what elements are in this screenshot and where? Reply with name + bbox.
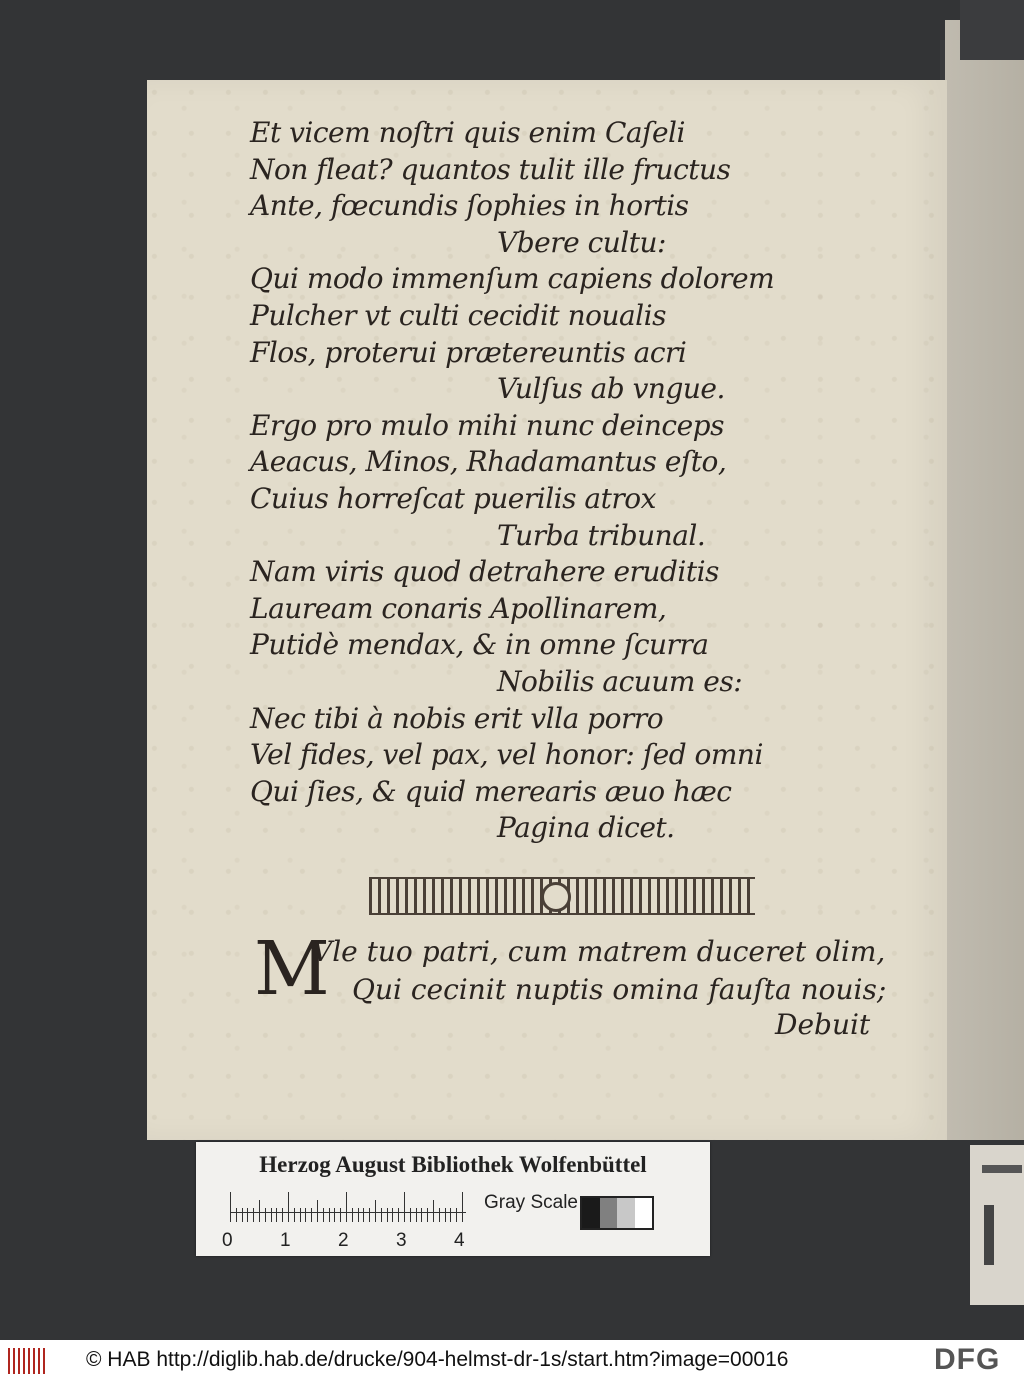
drop-capital: M — [254, 926, 330, 1012]
ruler-tick — [311, 1208, 312, 1222]
ruler-tick — [288, 1192, 289, 1222]
ruler-tick — [352, 1208, 353, 1222]
verse-line: Et vicem noſtri quis enim Caſeli — [250, 116, 685, 149]
verse-line: Ante, fœcundis ſophies in hortis — [250, 189, 689, 223]
verse-line: Aeacus, Minos, Rhadamantus eſto, — [250, 445, 727, 479]
ruler-tick — [404, 1192, 405, 1222]
verse-line: Qui ſies, & quid merearis æuo hæc — [250, 774, 732, 808]
ruler-scale — [230, 1192, 470, 1222]
ruler-tick — [247, 1208, 248, 1222]
ruler-number: 0 — [222, 1230, 233, 1251]
ruler-tick — [450, 1208, 451, 1222]
ruler-tick — [253, 1208, 254, 1222]
verse-line: Ergo pro mulo mihi nunc deinceps — [250, 408, 724, 442]
gray-scale-swatches — [580, 1196, 654, 1230]
ruler-tick — [445, 1208, 446, 1222]
ruler-tick — [294, 1208, 295, 1222]
book-page — [147, 80, 947, 1140]
ruler-tick — [230, 1192, 231, 1222]
adjacent-page — [945, 20, 1024, 1140]
ruler-tick — [236, 1208, 237, 1222]
color-calibration-strip — [196, 1142, 710, 1256]
verse-line: Nec tibi à nobis erit vlla porro — [250, 701, 664, 735]
verse-line: Cuius horreſcat puerilis atrox — [250, 481, 656, 515]
ruler-tick — [323, 1208, 324, 1222]
adjacent-color-strip — [970, 1145, 1024, 1305]
ruler-tick — [375, 1200, 376, 1222]
ruler-tick — [282, 1208, 283, 1222]
verse-line: Vbere cultu: — [497, 225, 666, 259]
ruler-tick — [363, 1208, 364, 1222]
ruler-tick — [334, 1208, 335, 1222]
ruler-tick — [369, 1208, 370, 1222]
ruler-tick — [300, 1208, 301, 1222]
ruler-tick — [456, 1208, 457, 1222]
ruler-number: 2 — [338, 1230, 349, 1251]
copyright-url[interactable]: © HAB http://diglib.hab.de/drucke/904-helmst-dr-1s/start.htm?image=00016 — [86, 1348, 789, 1371]
ornament-band — [369, 877, 755, 915]
ruler-tick — [259, 1200, 260, 1222]
verse-line: Pulcher vt culti cecidit noualis — [250, 298, 666, 332]
ruler-number: 3 — [396, 1230, 407, 1251]
ruler-number: 4 — [454, 1230, 465, 1251]
verse-line: Pagina dicet. — [497, 811, 675, 845]
gray-scale-label: Gray Scale — [484, 1192, 578, 1213]
ruler-tick — [392, 1208, 393, 1222]
ruler-tick — [398, 1208, 399, 1222]
ruler-tick — [410, 1208, 411, 1222]
ruler-tick — [439, 1208, 440, 1222]
ruler-number: 1 — [280, 1230, 291, 1251]
rosette-ornament — [541, 882, 571, 912]
verse-line: Non fleat? quantos tulit ille fructus — [250, 152, 731, 186]
library-name: Herzog August Bibliothek Wolfenbüttel — [259, 1152, 647, 1177]
ruler-tick — [276, 1208, 277, 1222]
verse-line: Turba tribunal. — [497, 518, 706, 552]
ruler-tick — [387, 1208, 388, 1222]
adjacent-page-corner — [960, 0, 1024, 60]
ruler-tick — [317, 1200, 318, 1222]
ruler-tick — [427, 1208, 428, 1222]
ruler-tick — [381, 1208, 382, 1222]
gray-swatch — [617, 1198, 635, 1228]
ruler-tick — [462, 1192, 463, 1222]
catchword: Debuit — [775, 1008, 871, 1041]
verse-line: Vulſus ab vngue. — [497, 372, 725, 406]
ruler-tick — [265, 1208, 266, 1222]
epigram-line-2: Qui cecinit nuptis omina fauſta nouis; — [352, 973, 887, 1006]
hab-logo-icon — [8, 1348, 46, 1374]
ruler-tick — [358, 1208, 359, 1222]
ruler-tick — [433, 1200, 434, 1222]
verse-line: Nobilis acuum es: — [497, 664, 743, 698]
ruler-tick — [346, 1192, 347, 1222]
ruler-tick — [416, 1208, 417, 1222]
gray-swatch — [582, 1198, 600, 1228]
dfg-logo: DFG — [934, 1343, 1001, 1376]
epigram-line-1: Vle tuo patri, cum matrem duceret olim, — [312, 935, 886, 968]
ruler-tick — [421, 1208, 422, 1222]
verse-line: Nam viris quod detrahere eruditis — [250, 555, 719, 589]
ruler-tick — [305, 1208, 306, 1222]
gray-swatch — [635, 1198, 653, 1228]
verse-line: Flos, proterui prætereuntis acri — [250, 335, 687, 369]
verse-text — [250, 115, 850, 847]
ruler-tick — [242, 1208, 243, 1222]
verse-line: Vel fides, vel pax, vel honor: ſed omni — [250, 738, 763, 772]
ruler-tick — [340, 1208, 341, 1222]
ruler-tick — [271, 1208, 272, 1222]
footer-bar — [0, 1340, 1024, 1381]
ruler-tick — [329, 1208, 330, 1222]
verse-line: Qui modo immenſum capiens dolorem — [250, 262, 775, 296]
gray-swatch — [600, 1198, 618, 1228]
verse-line: Putidè mendax, & in omne ſcurra — [250, 628, 709, 662]
verse-line: Lauream conaris Apollinarem, — [250, 591, 667, 625]
